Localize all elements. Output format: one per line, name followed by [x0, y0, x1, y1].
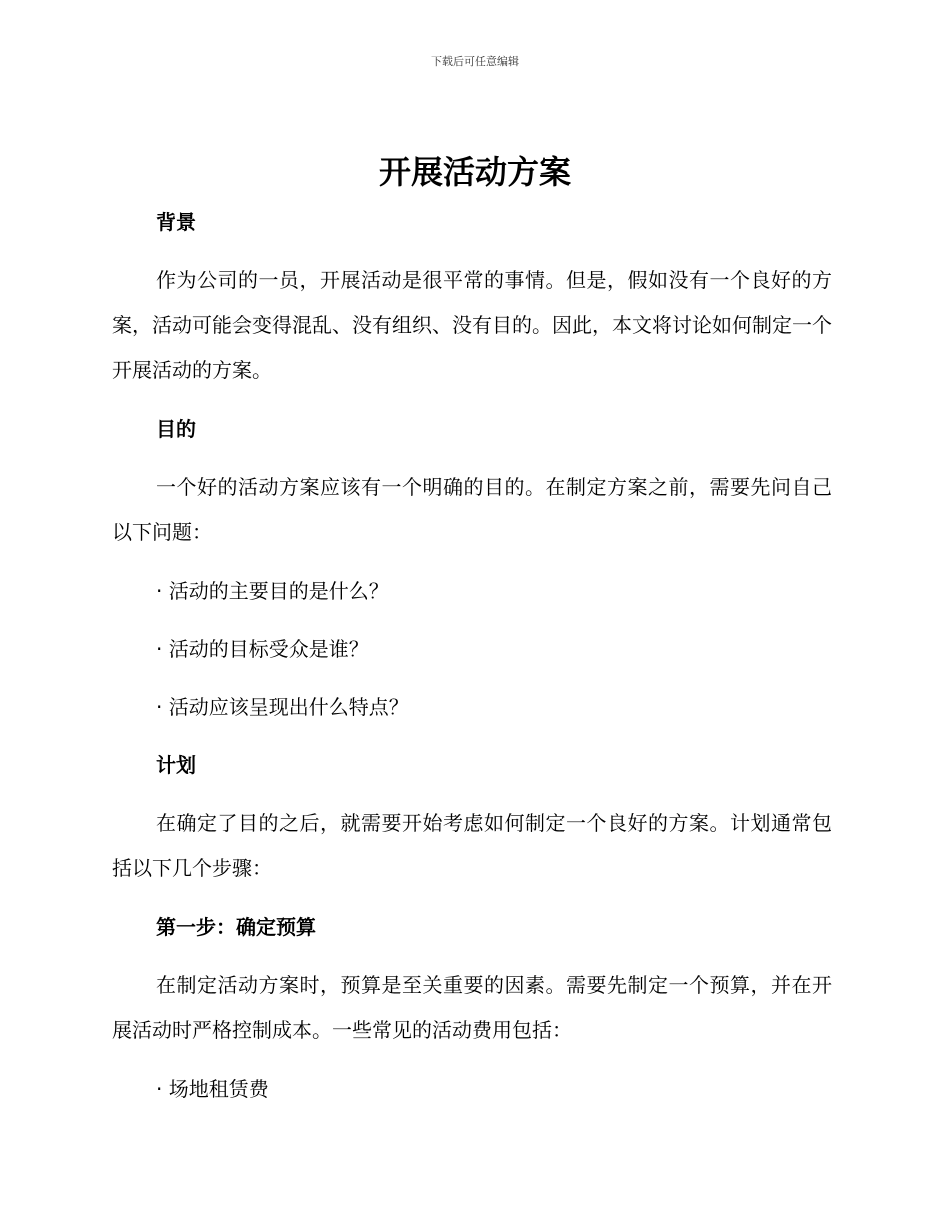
- paragraph-step1: 在制定活动方案时，预算是至关重要的因素。需要先制定一个预算，并在开展活动时严格控制成本。一些常见的活动费用包括：: [112, 973, 832, 1042]
- section-heading-step1: 第一步：确定预算: [156, 915, 316, 939]
- list-item: · 活动的目标受众是谁？: [156, 637, 369, 661]
- paragraph-plan: 在确定了目的之后，就需要开始考虑如何制定一个良好的方案。计划通常包括以下几个步骤：: [112, 811, 832, 880]
- list-item: · 场地租赁费: [156, 1077, 269, 1101]
- document-title: 开展活动方案: [378, 153, 571, 191]
- section-heading-plan: 计划: [156, 753, 196, 777]
- section-heading-background: 背景: [156, 210, 196, 234]
- list-item: · 活动的主要目的是什么？: [156, 579, 389, 603]
- list-item: · 活动应该呈现出什么特点？: [156, 695, 409, 719]
- paragraph-background: 作为公司的一员，开展活动是很平常的事情。但是，假如没有一个良好的方案，活动可能会变得混乱、没有组织、没有目的。因此，本文将讨论如何制定一个开展活动的方案。: [112, 268, 832, 382]
- paragraph-purpose: 一个好的活动方案应该有一个明确的目的。在制定方案之前，需要先问自己以下问题：: [112, 475, 832, 544]
- document-body: [112, 200, 832, 1111]
- section-heading-purpose: 目的: [156, 417, 196, 441]
- header-note: 下载后可任意编辑: [431, 55, 519, 68]
